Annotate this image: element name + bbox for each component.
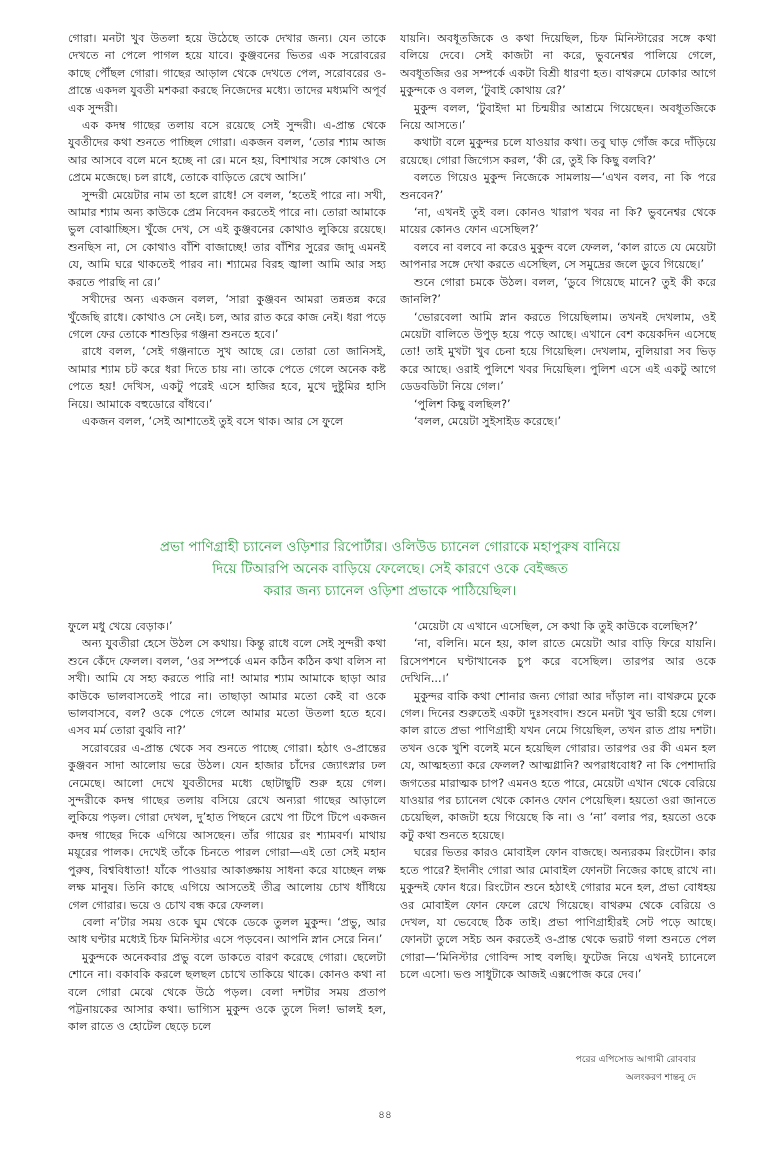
paragraph: মুকুন্দ বলল, ‘টুবাইদা মা চিন্ময়ীর আশ্রমে গিয়েছেন। অবধূতজিকে নিয়ে আসতে।’ bbox=[400, 101, 716, 133]
paragraph: এক কদম্ব গাছের তলায় বসে রয়েছে সেই সুন্দরী। এ-প্রান্ত থেকে যুবতীদের কথা শুনতে পাচ্ছিল গোরা। একজন বলল, ‘তোর শ্যাম আজ আর আসবে বলে মনে হচ্ছে না রে। মনে হয়, বিশাখার সঙ্গে কোথাও সে প্রেমে মজেছে। চল রাধে, তোকে বাড়িতে রেখে আসি।’ bbox=[68, 119, 386, 185]
story-column-top-right bbox=[400, 30, 716, 522]
paragraph: শুনে গোরা চমকে উঠল। বলল, ‘ডুবে গিয়েছে মানে? তুই কী করে জানলি?’ bbox=[400, 275, 716, 307]
pull-quote bbox=[90, 536, 690, 602]
pull-quote-line: দিয়ে টিআরপি অনেক বাড়িয়ে ফেলেছে। সেই কারণে ওকে বেইজ্জত bbox=[212, 561, 568, 577]
paragraph: রাধে বলল, ‘সেই গঞ্জনাতে সুখ আছে রে। তোরা তো জানিসই, আমার শ্যাম চট করে ধরা দিতে চায় না। তাকে পেতে গেলে অনেক কষ্ট পেতে হয়! দেখিস, একটু পরেই এসে হাজির হবে, মুখে দুষ্টুমির হাসি নিয়ে। আমাকে বহুডোরে বাঁধবে।’ bbox=[68, 345, 386, 411]
paragraph: ‘বলল, মেয়েটা সুইসাইড করেছে।’ bbox=[414, 414, 562, 428]
paragraph: গোরা। মনটা খুব উতলা হয়ে উঠেছে তাকে দেখার জন্য। যেন তাকে দেখতে না পেলে পাগল হয়ে যাবে। কুঞ্জবনের ভিতর এক সরোবরের কাছে পৌঁছল গোরা। গাছের আড়াল থেকে দেখতে পেল, সরোবরের ও-প্রান্তে একদল যুবতী মশকরা করছে নিজেদের মধ্যে। তাদের মধ্যমণি অপূর্ব এক সুন্দরী। bbox=[68, 32, 386, 115]
story-column-top-left bbox=[68, 30, 386, 522]
paragraph: অন্য যুবতীরা হেসে উঠল সে কথায়। কিন্তু রাধে বলে সেই সুন্দরী কথা শুনে কেঁদে ফেলল। বলল, ‘ওর সম্পর্কে এমন কঠিন কঠিন কথা বলিস না সখী। আমি যে সহ্য করতে পারি না! আমার শ্যাম আমাকে ছাড়া আর কাউকে ভালবাসতেই পারে না। তাছাড়া আমার মতো কেই বা ওকে ভালবাসবে, বল? ওকে পেতে গেলে আমার মতো উতলা হতে হবে। এসব মর্ম তোরা বুঝবি না?’ bbox=[68, 637, 386, 738]
next-episode-note: পরের এপিসোড আগামী রোববার bbox=[575, 1054, 696, 1065]
paragraph: সখীদের অন্য একজন বলল, ‘সারা কুঞ্জবন আমরা তন্নতন্ন করে খুঁজেছি রাধে। কোথাও সে নেই। চল, আর রাত করে কাজ নেই। ধরা পড়ে গেলে ফের তোকে শাশুড়ির গঞ্জনা শুনতে হবে।’ bbox=[68, 293, 386, 341]
story-column-bottom-left bbox=[68, 618, 386, 1098]
paragraph: কথাটা বলে মুকুন্দর চলে যাওয়ার কথা। তবু ঘাড় গোঁজ করে দাঁড়িয়ে রয়েছে। গোরা জিগ্যেস করল, ‘কী রে, তুই কি কিছু বলবি?’ bbox=[400, 136, 716, 167]
pull-quote-line: করার জন্য চ্যানেল ওড়িশা প্রভাকে পাঠিয়েছিল। bbox=[263, 583, 517, 599]
paragraph: সরোবরের এ-প্রান্ত থেকে সব শুনতে পাচ্ছে গোরা। হঠাৎ ও-প্রান্তের কুঞ্জবন সাদা আলোয় ভরে উঠল। যেন হাজার চাঁদের জ্যোৎস্নার ঢল নেমেছে। আলো দেখে যুবতীদের মধ্যে ছোটাছুটি শুরু হয়ে গেল। সুন্দরীকে কদম্ব গাছের তলায় বসিয়ে রেখে অন্যরা গাছের আড়ালে লুকিয়ে পড়ল। গোরা দেখল, দু’হাত পিছনে রেখে পা টিপে টিপে একজন কদম্ব গাছের দিকে এগিয়ে আসছেন। তাঁর গায়ের রং শ্যামবর্ণ। মাথায় ময়ূরের পালক। দেখেই তাঁকে চিনতে পারল গোরা—এই তো সেই মহান পুরুষ, বিশ্ববিধাতা! যাঁকে পাওয়ার আকাঙ্ক্ষায় সাধনা করে যাচ্ছেন লক্ষ লক্ষ মানুষ। তিনি কাছে এগিয়ে আসতেই তীব্র আলোয় চোখ ধাঁধিয়ে গেল গোরার। ভয়ে ও চোখ বন্ধ করে ফেলল। bbox=[68, 741, 386, 912]
paragraph: ‘মেয়েটা যে এখানে এসেছিল, সে কথা কি তুই কাউকে বলেছিস?’ bbox=[414, 620, 698, 633]
paragraph: একজন বলল, ‘সেই আশাতেই তুই বসে থাক। আর সে ফুলে bbox=[82, 414, 344, 428]
paragraph: ‘ভোরবেলা আমি স্নান করতে গিয়েছিলাম। তখনই দেখলাম, ওই মেয়েটা বালিতে উপুড় হয়ে পড়ে আছে। এখানে বেশ কয়েকদিন এসেছে তো! তাই মুখটা খুব চেনা হয়ে গিয়েছিল। দেখলাম, নুলিয়ারা সব ভিড় করে আছে। ওরাই পুলিশে খবর দিয়েছিল। পুলিশ এসে এই একটু আগে ডেডবডিটা নিয়ে গেল।’ bbox=[400, 310, 716, 394]
paragraph: বলবে না বলবে না করেও মুকুন্দ বলে ফেলল, ‘কাল রাতে যে মেয়েটা আপনার সঙ্গে দেখা করতে এসেছিল, সে সমুদ্রের জলে ডুবে গিয়েছে।’ bbox=[400, 240, 716, 272]
story-column-bottom-right bbox=[400, 618, 716, 1032]
paragraph: মুকুন্দর বাকি কথা শোনার জন্য গোরা আর দাঁড়াল না। বাথরুমে ঢুকে গেল। দিনের শুরুতেই একটা দুঃসংবাদ। শুনে মনটা খুব ভারী হয়ে গেল। কাল রাতে প্রভা পাণিগ্রাহী যখন নেমে গিয়েছিল, তখন রাত প্রায় দশটা। তখন ওকে খুশি বলেই মনে হয়েছিল গোরার। তারপর ওর কী এমন হল যে, আত্মহত্যা করে ফেলল? আত্মগ্লানি? অপরাধবোধ? না কি পেশাদারি জগতের মারাত্মক চাপ? এমনও হতে পারে, মেয়েটা এখান থেকে বেরিয়ে যাওয়ার পর চ্যানেল থেকে কোনও ফোন পেয়েছিল। হয়তো ওরা জানতে চেয়েছিল, কাজটা হয়ে গিয়েছে কি না। ও ‘না’ বলার পর, হয়তো ওকে কটু কথা শুনতে হয়েছে। bbox=[400, 689, 716, 842]
paragraph: বলতে গিয়েও মুকুন্দ নিজেকে সামলায়—‘এখন বলব, না কি পরে শুনবেন?’ bbox=[400, 171, 716, 202]
paragraph: মুকুন্দকে অনেকবার প্রভু বলে ডাকতে বারণ করেছে গোরা। ছেলেটা শোনে না। বকাবকি করলে ছলছল চোখে তাকিয়ে থাকে। কোনও কথা না বলে গোরা মেঝে থেকে উঠে পড়ল। বেলা দশটার সময় প্রতাপ পট্টনায়কের আসার কথা। ভাগ্যিস মুকুন্দ ওকে তুলে দিল! ভালই হল, কাল রাতে ও হোটেল ছেড়ে চলে bbox=[68, 950, 386, 1034]
pull-quote-line: প্রভা পাণিগ্রাহী চ্যানেল ওড়িশার রিপোর্টার। ওলিউড চ্যানেল গোরাকে মহাপুরুষ বানিয়ে bbox=[159, 539, 621, 555]
paragraph: বেলা ন’টার সময় ওকে ঘুম থেকে ডেকে তুলল মুকুন্দ। ‘প্রভু, আর আধ ঘণ্টার মধ্যেই চিফ মিনিস্টার এসে পড়বেন। আপনি স্নান সেরে নিন।’ bbox=[68, 915, 386, 947]
page-number: ৪৪ bbox=[378, 1109, 392, 1121]
paragraph: ‘না, এখনই তুই বল। কোনও খারাপ খবর না কি? ভুবনেশ্বর থেকে মায়ের কোনও ফোন এসেছিল?’ bbox=[400, 206, 716, 237]
paragraph: যায়নি। অবধূতজিকে ও কথা দিয়েছিল, চিফ মিনিস্টারের সঙ্গে কথা বলিয়ে দেবে। সেই কাজটা না করে, ভুবনেশ্বর পালিয়ে গেলে, অবধূতজির ওর সম্পর্কে একটা বিশ্রী ধারণা হত। বাথরুমে ঢোকার আগে মুকুন্দকে ও বলল, ‘টুবাই কোথায় রে?’ bbox=[400, 32, 716, 98]
paragraph: ‘না, বলিনি। মনে হয়, কাল রাতে মেয়েটা আর বাড়ি ফিরে যায়নি। রিসেপশনে ঘণ্টাখানেক চুপ করে বসেছিল। তারপর আর ওকে দেখিনি...।’ bbox=[400, 637, 716, 686]
paragraph: ফুলে মধু খেয়ে বেড়াক।’ bbox=[68, 620, 173, 633]
paragraph: ‘পুলিশ কিছু বলছিল?’ bbox=[414, 397, 511, 411]
paragraph: সুন্দরী মেয়েটার নাম তা হলে রাধে! সে বলল, ‘হতেই পারে না। সখী, আমার শ্যাম অন্য কাউকে প্রেম নিবেদন করতেই পারে না। তোরা আমাকে ভুল বোঝাচ্ছিস। খুঁজে দেখ, সে এই কুঞ্জবনের কোথাও লুকিয়ে রয়েছে। শুনছিস না, সে কোথাও বাঁশি বাজাচ্ছে! তার বাঁশির সুরের জাদু এমনই যে, আমি ঘরে থাকতেই পারব না। শ্যামের বিরহ জ্বালা আমি আর সহ্য করতে পারছি না রে।’ bbox=[68, 188, 386, 289]
illustration-credit: অলংকরণ শান্তনু দে bbox=[625, 1072, 696, 1083]
paragraph: ঘরের ভিতর কারও মোবাইল ফোন বাজছে। অন্যরকম রিংটোন। কার হতে পারে? ইদানীং গোরা আর মোবাইল ফোনটা নিজের কাছে রাখে না। মুকুন্দই ফোন ধরে। রিংটোন শুনে হঠাৎই গোরার মনে হল, প্রভা বোধহয় ওর মোবাইল ফোন ফেলে রেখে গিয়েছে। বাথরুম থেকে বেরিয়ে ও দেখল, যা ভেবেছে ঠিক তাই। প্রভা পাণিগ্রাহীরই সেট পড়ে আছে। ফোনটা তুলে সইচ অন করতেই ও-প্রান্ত থেকে ভরাট গলা শুনতে পেল গোরা—‘মিনিস্টার গোবিন্দ সাহু বলছি। ফুটেজ নিয়ে এখনই চ্যানেলে চলে এসো। ভণ্ড সাধুটাকে আজই এক্সপোজ করে দেব।’ bbox=[400, 846, 716, 982]
